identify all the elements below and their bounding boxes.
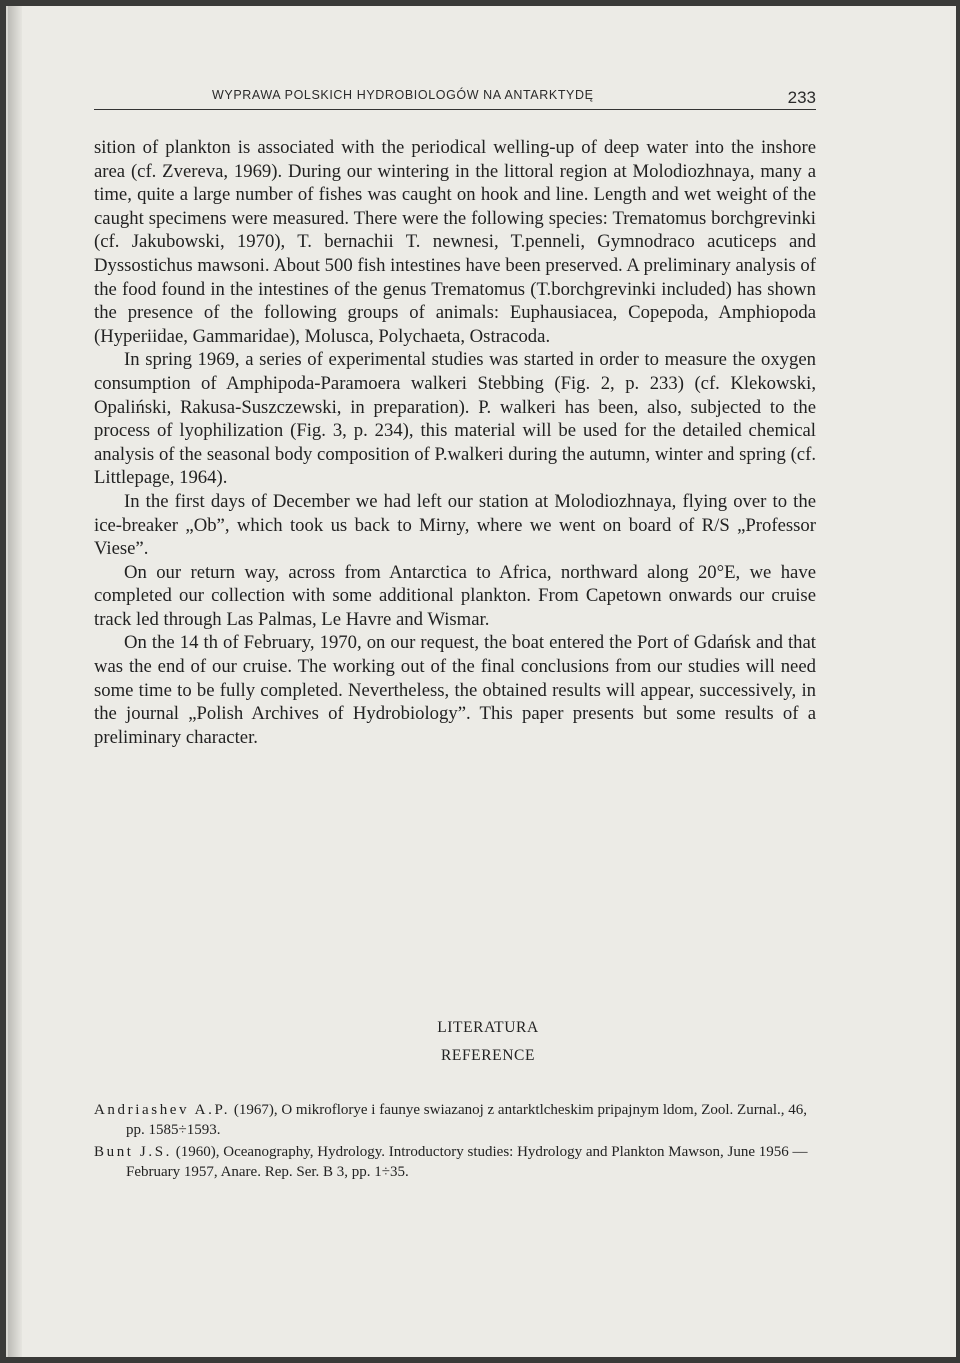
paragraph-4: On our return way, across from Antarctica to Africa, northward along 20°E, we have completed our collection with some additional plankton. From Capetown onwards our cruise track led through Las Palmas, Le Havre and Wismar. — [94, 561, 816, 630]
paragraph-3: In the first days of December we had left our station at Molodiozhnaya, flying over to the ice-breaker „Ob”, which took us back to Mirny, where we went on board of R/S „Professor Viese”. — [94, 490, 816, 560]
reference-text: (1960), Oceanography, Hydrology. Introductory studies: Hydrology and Plankton Mawson, June 1956 — February 1957, Anare. Rep. Ser. B 3, pp. 1÷35. — [126, 1144, 808, 1180]
reference-author: Bunt J.S. — [94, 1144, 173, 1160]
scanned-page — [6, 6, 956, 1357]
reference-item — [94, 1100, 816, 1140]
reference-list — [94, 1100, 816, 1184]
reference-item — [94, 1142, 816, 1182]
paragraph-5: On the 14 th of February, 1970, on our request, the boat entered the Port of Gdańsk and that was the end of our cruise. The working out of the final conclusions from our studies will need some time to be fully completed. Nevertheless, the obtained results will appear, successively, in the journal „Polish Archives of Hydrobiology”. This paper presents but some results of a preliminary character. — [94, 632, 816, 748]
running-head: WYPRAWA POLSKICH HYDROBIOLOGÓW NA ANTARKTYDĘ — [212, 88, 594, 102]
body-text — [94, 136, 816, 749]
page-binding-edge — [8, 6, 22, 1357]
reference-heading: REFERENCE — [440, 1047, 536, 1064]
paragraph-2: In spring 1969, a series of experimental studies was started in order to measure the oxygen consumption of Amphipoda-Paramoera walkeri Stebbing (Fig. 2, p. 233) (cf. Klekowski, Opaliński, Rakusa-Suszczewski, in preparation). P. walkeri has been, also, subjected to the process of lyophilization (Fig. 3, p. 234), this material will be used for the detailed chemical analysis of the seasonal body composition of P.walkeri during the autumn, winter and spring (cf. Littlepage, 1964). — [94, 349, 816, 489]
literature-heading: LITERATURA — [437, 1019, 539, 1036]
paragraph-1: sition of plankton is associated with the periodical welling-up of deep water into the inshore area (cf. Zvereva, 1969). During our wintering in the littoral region at Molodiozhnaya, many a time, quite a large number of fishes was caught on hook and line. Length and wet weight of the caught specimens were measured. There were the following species: Trematomus borchgrevinki (cf. Jakubowski, 1970), T. bernachii T. newnesi, T.penneli, Gymnodraco acuticeps and Dyssostichus mawsoni. About 500 fish intestines have been preserved. A preliminary analysis of the food found in the intestines of the genus Trematomus (T.borchgrevinki included) has shown the presence of the following groups of animals: Euphausiacea, Copepoda, Amphiopoda (Hyperiidae, Gammaridae), Molusca, Polychaeta, Ostracoda. — [94, 137, 816, 347]
header-rule — [94, 109, 816, 110]
reference-text: (1967), O mikrofloryе i faunye swiazanoj z antarktlcheskim pripajnym ldom, Zool. Zurnal., 46, pp. 1585÷1593. — [126, 1102, 808, 1138]
reference-author: Andriashev A.P. — [94, 1102, 231, 1118]
page-number: 233 — [787, 88, 816, 107]
page-header — [94, 84, 816, 112]
